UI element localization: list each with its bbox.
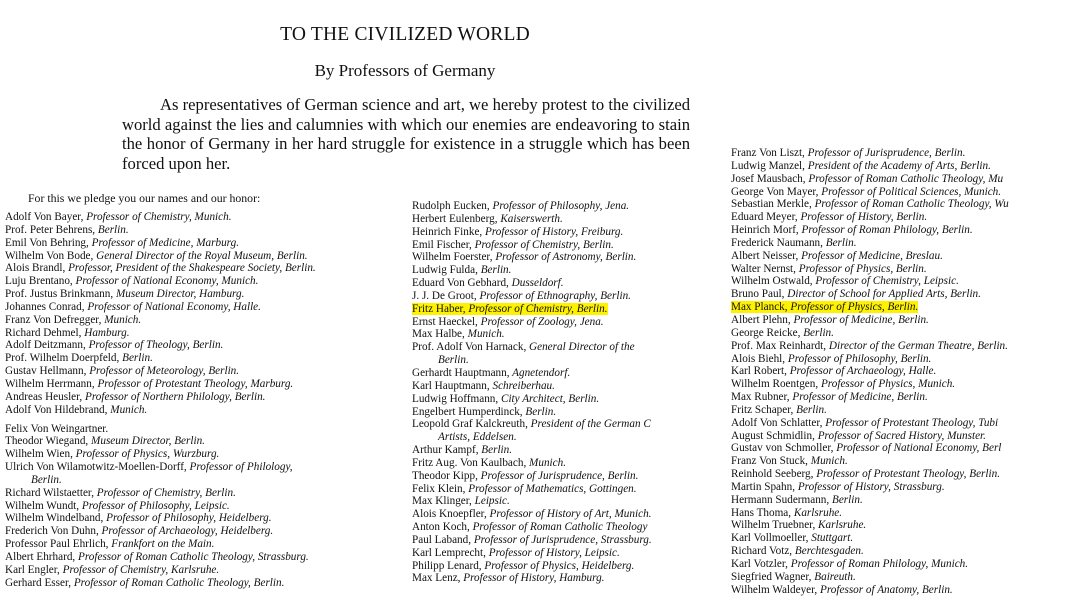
signatory-title: President of the German C bbox=[527, 418, 651, 431]
signatory-title: Professor of Roman Philology, Berlin. bbox=[798, 224, 973, 237]
signatory-name: Bruno Paul, bbox=[731, 288, 785, 301]
signatory-title: Professor of History, Leipsic. bbox=[485, 546, 620, 559]
signatory-row bbox=[412, 290, 709, 303]
signatory-name: Wilhelm Wien, bbox=[5, 448, 73, 461]
signatory-name: Wilhelm Von Bode, bbox=[5, 249, 94, 262]
signatory-row bbox=[412, 264, 709, 277]
signatory-title: Professor of Chemistry, Berlin. bbox=[465, 302, 608, 315]
signatory-row bbox=[731, 353, 1080, 366]
signatory-title: Professor of Zoology, Jena. bbox=[477, 315, 604, 328]
signatory-title: Berlin. bbox=[477, 264, 512, 277]
signatory-row bbox=[731, 571, 1080, 584]
signatory-row bbox=[5, 352, 400, 365]
signatory-row bbox=[5, 564, 400, 577]
signatory-row bbox=[412, 572, 709, 585]
signatory-title: Berlin. bbox=[829, 493, 863, 506]
signatory-name: Josef Mausbach, bbox=[731, 172, 806, 185]
signatory-name: Wilhelm Waldeyer, bbox=[731, 583, 818, 596]
signatory-title: Museum Director, Berlin. bbox=[88, 435, 205, 448]
signatory-title: Stuttgart. bbox=[808, 532, 854, 545]
signatory-name: Ludwig Fulda, bbox=[412, 264, 478, 277]
signatory-name: Gustav von Schmoller, bbox=[731, 442, 834, 455]
signatory-name: Martin Spahn, bbox=[731, 480, 796, 493]
signatory-title: Professor of Ethnography, Berlin. bbox=[476, 289, 631, 302]
signatory-column-2 bbox=[412, 200, 709, 598]
signatory-name: Karl Robert, bbox=[731, 365, 787, 378]
signatory-name: Walter Nernst, bbox=[731, 262, 796, 275]
signatory-row bbox=[731, 404, 1080, 417]
signatory-row bbox=[731, 288, 1080, 301]
signatory-title: Professor of Northern Philology, Berlin. bbox=[82, 390, 266, 403]
signatory-title: Munich. bbox=[526, 456, 567, 469]
signatory-name: Karl Lemprecht, bbox=[412, 546, 486, 559]
signatory-title: Berlin. bbox=[800, 326, 834, 339]
signatory-title: Professor of Anatomy, Berlin. bbox=[817, 583, 953, 596]
signatory-name: Franz Von Defregger, bbox=[5, 313, 102, 326]
signatory-name: Theodor Kipp, bbox=[412, 469, 478, 482]
signatory-title: Professor of Philosophy, Heidelberg. bbox=[103, 512, 272, 525]
signatory-name: Philipp Lenard, bbox=[412, 559, 482, 572]
signatory-title: Professor of Medicine, Berlin. bbox=[789, 391, 928, 404]
signatory-row bbox=[5, 314, 400, 327]
signatory-row bbox=[412, 277, 709, 290]
signatory-row bbox=[412, 444, 709, 457]
signatory-name: Albert Plehn, bbox=[731, 313, 791, 326]
signatory-name: Heinrich Finke, bbox=[412, 225, 483, 238]
signatory-title: Professor of Political Sciences, Munich. bbox=[818, 185, 1002, 198]
signatory-name: Heinrich Morf, bbox=[731, 224, 799, 237]
signatory-row bbox=[412, 354, 709, 367]
signatory-name: Paul Laband, bbox=[412, 533, 472, 546]
signatory-column-1 bbox=[5, 211, 400, 598]
signatory-title: Professor of Roman Catholic Theology, Berlin. bbox=[71, 576, 285, 589]
signatory-row bbox=[731, 378, 1080, 391]
signatory-row bbox=[731, 275, 1080, 288]
signatory-title: Professor of Chemistry, Berlin. bbox=[471, 238, 614, 251]
signatory-title: Professor of Chemistry, Karlsruhe. bbox=[59, 563, 220, 576]
signatory-title: Professor of History, Hamburg. bbox=[460, 572, 605, 585]
signatory-title: Leipsic. bbox=[471, 495, 510, 508]
signatory-name: Fritz Haber, bbox=[412, 302, 466, 315]
signatory-row bbox=[412, 316, 709, 329]
signatory-row bbox=[412, 508, 709, 521]
signatory-title: Professor of Jurisprudence, Berlin. bbox=[804, 147, 966, 159]
signatory-title: Professor of Physics, Berlin. bbox=[795, 262, 927, 275]
pledge-line: For this we pledge you our names and our honor: bbox=[28, 191, 261, 205]
signatory-row bbox=[5, 327, 400, 340]
signatory-row bbox=[731, 263, 1080, 276]
signatory-name: Arthur Kampf, bbox=[412, 444, 479, 457]
signatory-row bbox=[731, 558, 1080, 571]
signatory-title: Professor of Chemistry, Leipsic. bbox=[812, 275, 959, 288]
signatory-row bbox=[5, 211, 400, 224]
signatory-name: Rudolph Eucken, bbox=[412, 200, 490, 212]
signatory-name: Albert Neisser, bbox=[731, 249, 799, 262]
signatory-name: Franz Von Stuck, bbox=[731, 455, 808, 468]
signatory-title: Professor of National Economy, Munich. bbox=[72, 275, 259, 288]
signatory-row bbox=[412, 457, 709, 470]
signatory-row bbox=[5, 461, 400, 474]
signatory-name: Adolf Von Hildebrand, bbox=[5, 403, 108, 416]
signatory-name: Franz Von Liszt, bbox=[731, 147, 805, 159]
signatory-title: Dusseldorf. bbox=[508, 277, 564, 290]
signatory-title: Professor of Mathematics, Gottingen. bbox=[465, 482, 637, 495]
signatory-title: Professor of History, Strassburg. bbox=[795, 480, 945, 493]
signatory-name: Fritz Schaper, bbox=[731, 403, 794, 416]
signatory-name: Max Klinger, bbox=[412, 495, 472, 508]
signatory-title: Professor of Jurisprudence, Strassburg. bbox=[471, 533, 652, 546]
signatory-title: Professor of Protestant Theology, Tubi bbox=[822, 416, 999, 429]
signatory-name: Engelbert Humperdinck, bbox=[412, 405, 523, 418]
signatory-row bbox=[731, 494, 1080, 507]
signatory-name: Karl Vollmoeller, bbox=[731, 532, 809, 545]
signatory-row bbox=[5, 538, 400, 551]
signatory-title: Munich. bbox=[107, 403, 148, 416]
document-subtitle: By Professors of Germany bbox=[314, 61, 496, 80]
signatory-name: Felix Von Weingartner. bbox=[5, 422, 109, 435]
signatory-name: Felix Klein, bbox=[412, 482, 466, 495]
signatory-title: Professor of Sacred History, Munster. bbox=[814, 429, 986, 442]
signatory-row bbox=[5, 551, 400, 564]
signatory-title: Professor of Philosophy, Jena. bbox=[489, 200, 630, 212]
signatory-row bbox=[731, 327, 1080, 340]
signatory-title: Artists, Eddelsen. bbox=[438, 431, 517, 444]
signatory-row bbox=[731, 417, 1080, 430]
signatory-row bbox=[412, 213, 709, 226]
signatory-name: Professor Paul Ehrlich, bbox=[5, 538, 109, 551]
signatory-name: Alois Brandl, bbox=[5, 262, 66, 275]
signatory-row bbox=[5, 237, 400, 250]
signatory-name: Max Lenz, bbox=[412, 572, 461, 585]
signatory-row bbox=[412, 367, 709, 380]
signatory-row bbox=[731, 198, 1080, 211]
signatory-name: Emil Von Behring, bbox=[5, 236, 89, 249]
signatory-name: Ernst Haeckel, bbox=[412, 315, 478, 328]
signatory-column-3 bbox=[731, 147, 1080, 598]
signatory-row bbox=[5, 275, 400, 288]
signatory-row bbox=[412, 547, 709, 560]
document-title: TO THE CIVILIZED WORLD bbox=[280, 24, 530, 45]
signatory-title: Berlin. bbox=[31, 473, 62, 486]
signatory-title: Professor of Physics, Heidelberg. bbox=[481, 559, 635, 572]
signatory-title: Professor of Roman Catholic Theology, Wu bbox=[811, 198, 1009, 211]
signatory-name: Leopold Graf Kalckreuth, bbox=[412, 418, 528, 431]
signatory-name: Theodor Wiegand, bbox=[5, 435, 89, 448]
signatory-row bbox=[5, 474, 400, 487]
signatory-name: Richard Dehmel, bbox=[5, 326, 82, 339]
intro-paragraph bbox=[122, 95, 690, 173]
signatory-name: Adolf Von Bayer, bbox=[5, 211, 84, 223]
signatory-title: Professor of Theology, Berlin. bbox=[85, 339, 224, 352]
signatory-title: Museum Director, Hamburg. bbox=[113, 288, 245, 301]
highlight-mark bbox=[412, 303, 608, 315]
signatory-row bbox=[412, 393, 709, 406]
signatory-name: Max Planck, bbox=[731, 301, 788, 314]
signatory-title: Berchtesgaden. bbox=[792, 545, 864, 558]
signatory-title: Berlin. bbox=[522, 405, 557, 418]
signatory-title: Professor of Philosophy, Berlin. bbox=[785, 352, 932, 365]
signatory-name: Ludwig Manzel, bbox=[731, 159, 805, 172]
signatory-row bbox=[731, 186, 1080, 199]
signatory-row bbox=[731, 430, 1080, 443]
signatory-row bbox=[412, 431, 709, 444]
signatory-name: August Schmidlin, bbox=[731, 429, 815, 442]
signatory-name: Adolf Von Schlatter, bbox=[731, 416, 823, 429]
signatory-row bbox=[5, 512, 400, 525]
highlighted-signatory bbox=[731, 301, 1080, 314]
signatory-row bbox=[731, 340, 1080, 353]
signatory-name: Eduard Von Gebhard, bbox=[412, 277, 509, 290]
signatory-title: Professor of Protestant Theology, Berlin. bbox=[813, 468, 1001, 481]
signatory-title: Professor of Philology, bbox=[186, 461, 293, 474]
signatory-row bbox=[412, 483, 709, 496]
signatory-name: Prof. Max Reinhardt, bbox=[731, 339, 827, 352]
signatory-row bbox=[5, 391, 400, 404]
signatory-title: Professor of Astronomy, Berlin. bbox=[492, 251, 637, 264]
signatory-title: Karlsruhe. bbox=[815, 519, 867, 532]
signatory-row bbox=[412, 328, 709, 341]
signatory-name: Hermann Sudermann, bbox=[731, 493, 830, 506]
signatory-row bbox=[5, 365, 400, 378]
signatory-title: Berlin. bbox=[822, 236, 857, 249]
signatory-row bbox=[731, 584, 1080, 597]
signatory-name: Ludwig Hoffmann, bbox=[412, 392, 499, 405]
signatory-row bbox=[412, 251, 709, 264]
signatory-row bbox=[731, 314, 1080, 327]
signatory-name: Luju Brentano, bbox=[5, 275, 73, 288]
signatory-title: Professor of Physics, Berlin. bbox=[787, 301, 919, 314]
signatory-title: Baireuth. bbox=[811, 570, 856, 583]
signatory-title: Professor of Medicine, Marburg. bbox=[88, 236, 239, 249]
signatory-title: Professor of History, Freiburg. bbox=[482, 225, 624, 238]
signatory-name: Gustav Hellmann, bbox=[5, 365, 87, 378]
signatory-name: Gerhardt Hauptmann, bbox=[412, 366, 510, 379]
signatory-name: Hans Thoma, bbox=[731, 506, 792, 519]
signatory-row bbox=[731, 442, 1080, 455]
signatory-title: Schreiberhau. bbox=[489, 379, 555, 392]
signatory-name: Gerhard Esser, bbox=[5, 576, 72, 589]
signatory-title: Professor of Chemistry, Munich. bbox=[83, 211, 232, 223]
signatory-title: Professor of Archaeology, Heidelberg. bbox=[98, 525, 274, 538]
signatory-title: Agnetendorf. bbox=[509, 366, 571, 379]
signatory-name: Alois Knoepfler, bbox=[412, 508, 487, 521]
signatory-row bbox=[412, 200, 709, 213]
signatory-row bbox=[5, 435, 400, 448]
signatory-name: Emil Fischer, bbox=[412, 238, 472, 251]
signatory-name: Wilhelm Herrmann, bbox=[5, 377, 95, 390]
signatory-title: Professor of Philosophy, Leipsic. bbox=[79, 499, 230, 512]
signatory-name: Ulrich Von Wilamotwitz-Moellen-Dorff, bbox=[5, 461, 187, 474]
signatory-name: Karl Votzler, bbox=[731, 558, 788, 570]
signatory-row bbox=[5, 448, 400, 461]
signatory-row bbox=[5, 378, 400, 391]
signatory-row bbox=[5, 301, 400, 314]
signatory-title: Professor of Protestant Theology, Marburg. bbox=[94, 377, 294, 390]
signatory-name: Richard Wilstaetter, bbox=[5, 486, 94, 499]
signatory-title: Professor of Roman Catholic Theology, Strassburg. bbox=[75, 550, 309, 563]
signatory-name: Karl Hauptmann, bbox=[412, 379, 490, 392]
signatory-title: Munich. bbox=[101, 313, 142, 326]
highlighted-signatory bbox=[412, 303, 709, 316]
signatory-row bbox=[5, 250, 400, 263]
signatory-title: Berlin. bbox=[478, 444, 513, 457]
signatory-row bbox=[5, 487, 400, 500]
highlight-mark bbox=[731, 301, 918, 313]
signatory-title: Professor of Roman Catholic Theology, Mu bbox=[805, 172, 1004, 185]
signatory-row bbox=[5, 404, 400, 417]
signatory-name: Max Halbe, bbox=[412, 328, 465, 341]
signatory-row bbox=[412, 380, 709, 393]
signatory-row bbox=[731, 365, 1080, 378]
signatory-name: Eduard Meyer, bbox=[731, 211, 798, 224]
signatory-title: City Architect, Berlin. bbox=[498, 392, 600, 405]
signatory-title: Berlin. bbox=[95, 223, 129, 236]
signatory-title: Professor of Archaeology, Halle. bbox=[786, 365, 937, 378]
signatory-name: Karl Engler, bbox=[5, 563, 60, 576]
signatory-name: George Von Mayer, bbox=[731, 185, 819, 198]
signatory-title: Professor of Roman Catholic Theology bbox=[469, 521, 648, 534]
signatory-row bbox=[412, 534, 709, 547]
signatory-name: Prof. Wilhelm Doerpfeld, bbox=[5, 352, 120, 365]
intro-text: As representatives of German science and art, we hereby protest to the civilized world against the lies and calumnies with which our enemies are endeavoring to stain the honor of Germany in her hard struggle for existence in a struggle which has been forced upon her. bbox=[122, 95, 690, 173]
signatory-row bbox=[412, 341, 709, 354]
signatory-row bbox=[731, 481, 1080, 494]
signatory-title: Professor of Physics, Munich. bbox=[818, 378, 956, 391]
signatory-name: Adolf Deitzmann, bbox=[5, 339, 86, 352]
signatory-name: Prof. Peter Behrens, bbox=[5, 223, 96, 236]
signatory-name: Wilhelm Roentgen, bbox=[731, 378, 819, 391]
signatory-name: Fritz Aug. Von Kaulbach, bbox=[412, 456, 527, 469]
signatory-title: Director of the German Theatre, Berlin. bbox=[826, 339, 1008, 352]
signatory-title: Professor of National Economy, Halle. bbox=[84, 300, 261, 313]
signatory-name: Albert Ehrhard, bbox=[5, 550, 76, 563]
signatory-title: Professor of Roman Philology, Munich. bbox=[787, 558, 969, 570]
signatory-row bbox=[5, 577, 400, 590]
signatory-title: Berlin. bbox=[119, 352, 153, 365]
signatory-name: Herbert Eulenberg, bbox=[412, 212, 498, 225]
signatory-name: Frederick Naumann, bbox=[731, 236, 823, 249]
signatory-title: Professor of Chemistry, Berlin. bbox=[94, 486, 236, 499]
signatory-row bbox=[731, 224, 1080, 237]
signatory-row bbox=[731, 173, 1080, 186]
signatory-title: Professor of Physics, Wurzburg. bbox=[72, 448, 220, 461]
signatory-name: Sebastian Merkle, bbox=[731, 198, 812, 211]
signatory-row bbox=[731, 147, 1080, 160]
signatory-row bbox=[5, 525, 400, 538]
signatory-row bbox=[731, 211, 1080, 224]
signatory-row bbox=[5, 423, 400, 436]
signatory-name: Siegfried Wagner, bbox=[731, 570, 812, 583]
signatory-title: Professor of History, Berlin. bbox=[797, 211, 928, 224]
signatory-title: Professor of Meteorology, Berlin. bbox=[86, 365, 240, 378]
signatory-name: Andreas Heusler, bbox=[5, 390, 83, 403]
signatory-name: Johannes Conrad, bbox=[5, 300, 85, 313]
signatory-row bbox=[5, 500, 400, 513]
signatory-row bbox=[731, 455, 1080, 468]
signatory-name: Wilhelm Windelband, bbox=[5, 512, 104, 525]
signatory-name: Alois Biehl, bbox=[731, 352, 786, 365]
signatory-title: Hamburg. bbox=[81, 326, 130, 339]
signatory-row bbox=[412, 226, 709, 239]
signatory-title: Munich. bbox=[807, 455, 848, 468]
signatory-row bbox=[731, 507, 1080, 520]
signatory-row bbox=[5, 262, 400, 275]
signatory-name: Wilhelm Ostwald, bbox=[731, 275, 813, 288]
signatory-row bbox=[412, 470, 709, 483]
signatory-name: Wilhelm Foerster, bbox=[412, 251, 493, 264]
signatory-row bbox=[412, 406, 709, 419]
signatory-row bbox=[412, 418, 709, 431]
signatory-name: Richard Votz, bbox=[731, 545, 793, 558]
signatory-title: Berlin. bbox=[438, 354, 469, 367]
signatory-row bbox=[5, 288, 400, 301]
signatory-title: Professor of National Economy, Berl bbox=[833, 442, 1002, 455]
signatory-title: Professor of Jurisprudence, Berlin. bbox=[477, 469, 639, 482]
signatory-title: General Director of the Royal Museum, Berlin. bbox=[93, 249, 308, 262]
signatory-title: Karlsruhe. bbox=[791, 506, 843, 519]
signatory-title: Professor of History of Art, Munich. bbox=[486, 508, 652, 521]
signatory-name: Anton Koch, bbox=[412, 521, 470, 534]
signatory-title: Berlin. bbox=[793, 403, 827, 416]
signatory-row bbox=[731, 468, 1080, 481]
signatory-title: Professor of Medicine, Berlin. bbox=[790, 313, 929, 326]
signatory-name: Prof. Adolf Von Harnack, bbox=[412, 341, 527, 354]
signatory-name: J. J. De Groot, bbox=[412, 289, 477, 302]
signatory-row bbox=[412, 495, 709, 508]
signatory-title: General Director of the bbox=[526, 341, 635, 354]
signatory-name: Reinhold Seeberg, bbox=[731, 468, 814, 481]
signatory-name: Prof. Justus Brinkmann, bbox=[5, 288, 114, 301]
signatory-name: Wilhelm Wundt, bbox=[5, 499, 80, 512]
signatory-row bbox=[731, 237, 1080, 250]
signatory-row bbox=[731, 532, 1080, 545]
signatory-row bbox=[412, 239, 709, 252]
signatory-row bbox=[731, 160, 1080, 173]
signatory-title: Professor, President of the Shakespeare Society, Berlin. bbox=[65, 262, 316, 275]
signatory-title: President of the Academy of Arts, Berlin. bbox=[804, 159, 991, 172]
signatory-row bbox=[5, 339, 400, 352]
signatory-title: Kaiserswerth. bbox=[497, 212, 563, 225]
signatory-title: Director of School for Applied Arts, Berlin. bbox=[784, 288, 981, 301]
signatory-title: Munich. bbox=[464, 328, 505, 341]
signatory-name: George Reicke, bbox=[731, 326, 801, 339]
signatory-title: Frankfort on the Main. bbox=[108, 538, 215, 551]
signatory-row bbox=[731, 250, 1080, 263]
signatory-row bbox=[412, 521, 709, 534]
signatory-row bbox=[731, 391, 1080, 404]
signatory-name: Max Rubner, bbox=[731, 391, 790, 404]
signatory-row bbox=[5, 224, 400, 237]
signatory-title: Professor of Medicine, Breslau. bbox=[798, 249, 943, 262]
signatory-row bbox=[731, 519, 1080, 532]
signatory-name: Frederich Von Duhn, bbox=[5, 525, 99, 538]
signatory-row bbox=[412, 560, 709, 573]
signatory-name: Wilhelm Truebner, bbox=[731, 519, 816, 532]
signatory-row bbox=[731, 545, 1080, 558]
